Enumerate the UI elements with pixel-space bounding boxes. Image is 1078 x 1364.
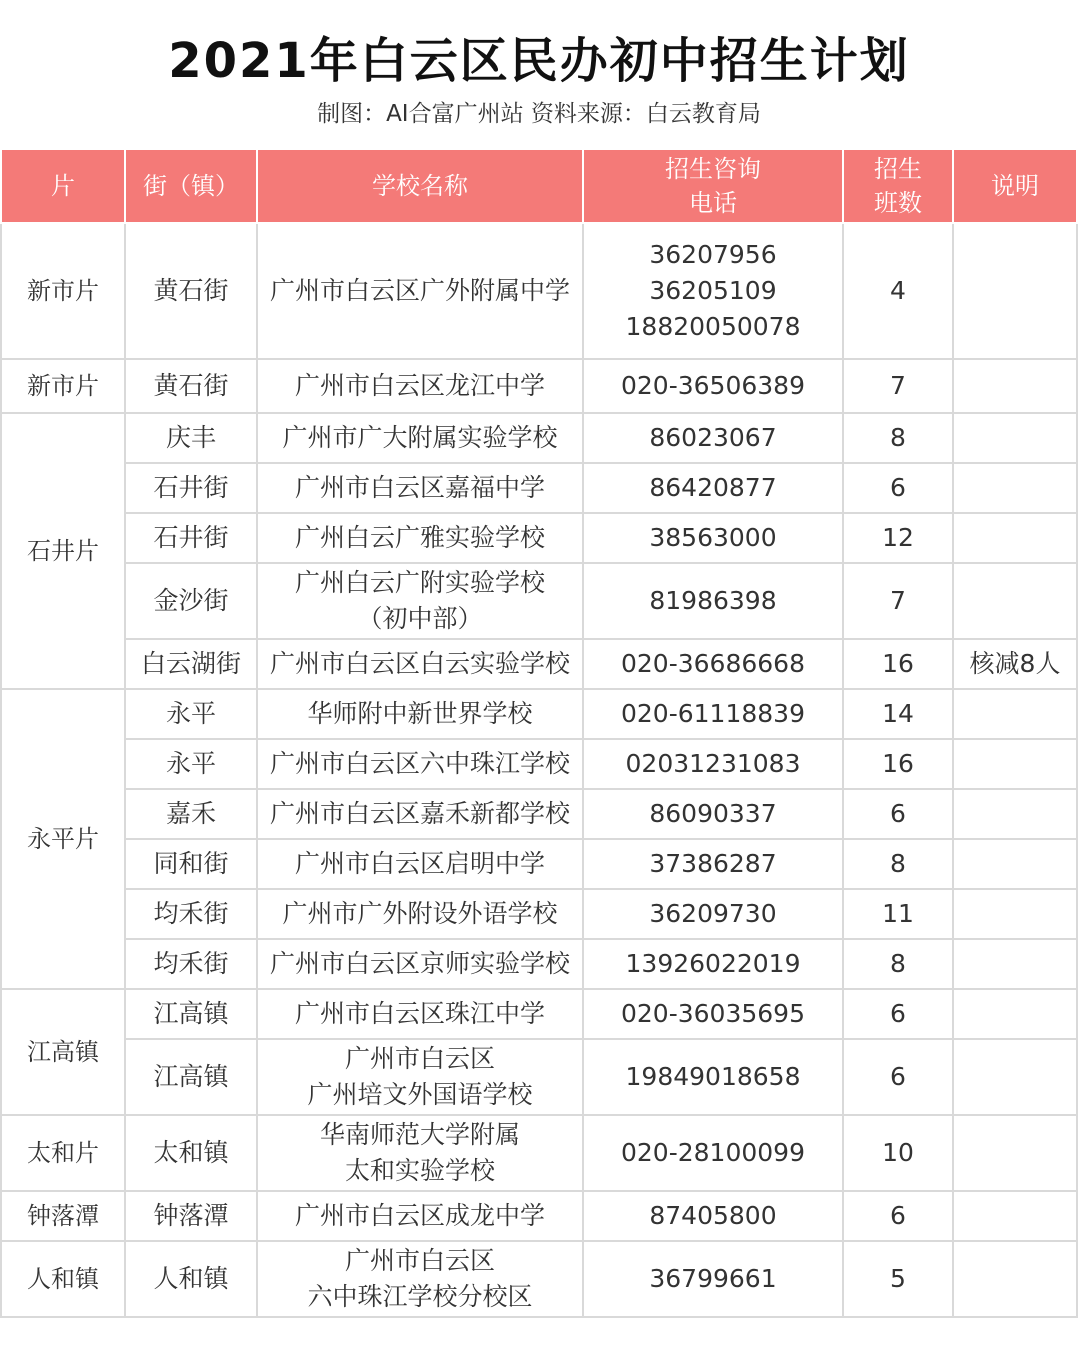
school-cell: 广州市白云区嘉福中学 [257, 463, 583, 513]
note-cell [953, 989, 1077, 1039]
phone-cell: 020-36035695 [583, 989, 843, 1039]
table-row [1, 689, 1077, 739]
note-cell [953, 223, 1077, 359]
street-cell: 同和街 [125, 839, 257, 889]
school-cell: 广州市白云区嘉禾新都学校 [257, 789, 583, 839]
street-cell: 太和镇 [125, 1115, 257, 1191]
phone-cell [583, 223, 843, 359]
school-line: 广州白云广附实验学校 [294, 568, 545, 597]
street-cell: 石井街 [125, 513, 257, 563]
header-classes-line2: 班数 [874, 189, 922, 217]
area-cell: 江高镇 [1, 989, 125, 1115]
classes-cell: 6 [843, 989, 953, 1039]
school-cell: 广州市白云区龙江中学 [257, 359, 583, 413]
street-cell: 石井街 [125, 463, 257, 513]
classes-cell: 14 [843, 689, 953, 739]
street-cell: 庆丰 [125, 413, 257, 463]
phone-cell: 81986398 [583, 563, 843, 639]
school-line: （初中部） [357, 604, 483, 633]
table-row [1, 1039, 1077, 1115]
classes-cell: 8 [843, 413, 953, 463]
table-row [1, 789, 1077, 839]
school-cell: 广州市白云区广外附属中学 [257, 223, 583, 359]
school-cell: 广州市白云区成龙中学 [257, 1191, 583, 1241]
note-cell [953, 1115, 1077, 1191]
school-cell: 广州市白云区京师实验学校 [257, 939, 583, 989]
phone-cell: 020-28100099 [583, 1115, 843, 1191]
street-cell: 永平 [125, 739, 257, 789]
note-cell [953, 889, 1077, 939]
street-cell: 人和镇 [125, 1241, 257, 1317]
phone-cell: 19849018658 [583, 1039, 843, 1115]
school-cell: 华师附中新世界学校 [257, 689, 583, 739]
school-line: 广州培文外国语学校 [307, 1080, 533, 1109]
note-cell [953, 939, 1077, 989]
area-cell: 钟落潭 [1, 1191, 125, 1241]
page-subtitle: 制图：AI合富广州站 资料来源：白云教育局 [317, 101, 761, 127]
phone-cell: 020-36506389 [583, 359, 843, 413]
header-phone-line1: 招生咨询 [665, 155, 761, 183]
school-cell [257, 563, 583, 639]
table-row [1, 513, 1077, 563]
classes-cell: 11 [843, 889, 953, 939]
street-cell: 江高镇 [125, 1039, 257, 1115]
school-cell: 广州市白云区六中珠江学校 [257, 739, 583, 789]
table-row [1, 939, 1077, 989]
phone-cell: 87405800 [583, 1191, 843, 1241]
phone-line: 36205109 [649, 276, 777, 305]
classes-cell: 6 [843, 1191, 953, 1241]
header-note: 说明 [953, 149, 1077, 223]
phone-line: 18820050078 [625, 312, 801, 341]
phone-cell: 86023067 [583, 413, 843, 463]
note-cell [953, 689, 1077, 739]
classes-cell: 7 [843, 563, 953, 639]
school-cell: 广州市白云区启明中学 [257, 839, 583, 889]
school-cell: 广州市白云区珠江中学 [257, 989, 583, 1039]
note-cell [953, 463, 1077, 513]
header-street: 街（镇） [125, 149, 257, 223]
classes-cell: 5 [843, 1241, 953, 1317]
school-line: 广州市白云区 [344, 1246, 495, 1275]
header-classes-line1: 招生 [874, 155, 922, 183]
table-row [1, 563, 1077, 639]
street-cell: 金沙街 [125, 563, 257, 639]
area-cell: 新市片 [1, 223, 125, 359]
school-cell: 广州市广外附设外语学校 [257, 889, 583, 939]
note-cell [953, 359, 1077, 413]
phone-cell: 020-36686668 [583, 639, 843, 689]
table-row [1, 463, 1077, 513]
classes-cell: 7 [843, 359, 953, 413]
classes-cell: 6 [843, 789, 953, 839]
school-cell: 广州白云广雅实验学校 [257, 513, 583, 563]
table-row [1, 889, 1077, 939]
street-cell: 嘉禾 [125, 789, 257, 839]
street-cell: 黄石街 [125, 359, 257, 413]
school-line: 华南师范大学附属 [319, 1120, 520, 1149]
school-cell [257, 1241, 583, 1317]
street-cell: 钟落潭 [125, 1191, 257, 1241]
header-classes [843, 149, 953, 223]
header-school: 学校名称 [257, 149, 583, 223]
note-cell [953, 839, 1077, 889]
phone-cell: 36209730 [583, 889, 843, 939]
classes-cell: 8 [843, 939, 953, 989]
note-cell: 核减8人 [953, 639, 1077, 689]
phone-cell: 36799661 [583, 1241, 843, 1317]
area-cell: 新市片 [1, 359, 125, 413]
street-cell: 永平 [125, 689, 257, 739]
area-cell: 人和镇 [1, 1241, 125, 1317]
area-cell: 太和片 [1, 1115, 125, 1191]
table-header-row [1, 149, 1077, 223]
phone-cell: 86090337 [583, 789, 843, 839]
note-cell [953, 563, 1077, 639]
note-cell [953, 413, 1077, 463]
table-row [1, 359, 1077, 413]
table-row [1, 1115, 1077, 1191]
page-title: 2021年白云区民办初中招生计划 [168, 33, 910, 89]
phone-cell: 020-61118839 [583, 689, 843, 739]
phone-cell: 86420877 [583, 463, 843, 513]
table-row [1, 413, 1077, 463]
classes-cell: 6 [843, 1039, 953, 1115]
header-phone [583, 149, 843, 223]
header-area: 片 [1, 149, 125, 223]
phone-cell: 02031231083 [583, 739, 843, 789]
table-row [1, 989, 1077, 1039]
note-cell [953, 789, 1077, 839]
street-cell: 白云湖街 [125, 639, 257, 689]
street-cell: 黄石街 [125, 223, 257, 359]
classes-cell: 16 [843, 639, 953, 689]
note-cell [953, 1039, 1077, 1115]
classes-cell: 4 [843, 223, 953, 359]
enrollment-table [0, 148, 1078, 1318]
school-line: 广州市白云区 [344, 1044, 495, 1073]
street-cell: 均禾街 [125, 889, 257, 939]
school-cell [257, 1115, 583, 1191]
table-row [1, 223, 1077, 359]
phone-cell: 13926022019 [583, 939, 843, 989]
school-cell: 广州市广大附属实验学校 [257, 413, 583, 463]
classes-cell: 10 [843, 1115, 953, 1191]
phone-cell: 38563000 [583, 513, 843, 563]
classes-cell: 12 [843, 513, 953, 563]
table-row [1, 1241, 1077, 1317]
header-phone-line2: 电话 [689, 189, 737, 217]
note-cell [953, 739, 1077, 789]
table-row [1, 1191, 1077, 1241]
note-cell [953, 513, 1077, 563]
street-cell: 均禾街 [125, 939, 257, 989]
table-row [1, 639, 1077, 689]
classes-cell: 8 [843, 839, 953, 889]
school-cell [257, 1039, 583, 1115]
table-row [1, 839, 1077, 889]
phone-line: 36207956 [649, 240, 777, 269]
street-cell: 江高镇 [125, 989, 257, 1039]
note-cell [953, 1191, 1077, 1241]
school-line: 六中珠江学校分校区 [307, 1282, 533, 1311]
phone-cell: 37386287 [583, 839, 843, 889]
classes-cell: 6 [843, 463, 953, 513]
table-row [1, 739, 1077, 789]
area-cell: 永平片 [1, 689, 125, 989]
school-line: 太和实验学校 [344, 1156, 495, 1185]
note-cell [953, 1241, 1077, 1317]
classes-cell: 16 [843, 739, 953, 789]
area-cell: 石井片 [1, 413, 125, 689]
school-cell: 广州市白云区白云实验学校 [257, 639, 583, 689]
